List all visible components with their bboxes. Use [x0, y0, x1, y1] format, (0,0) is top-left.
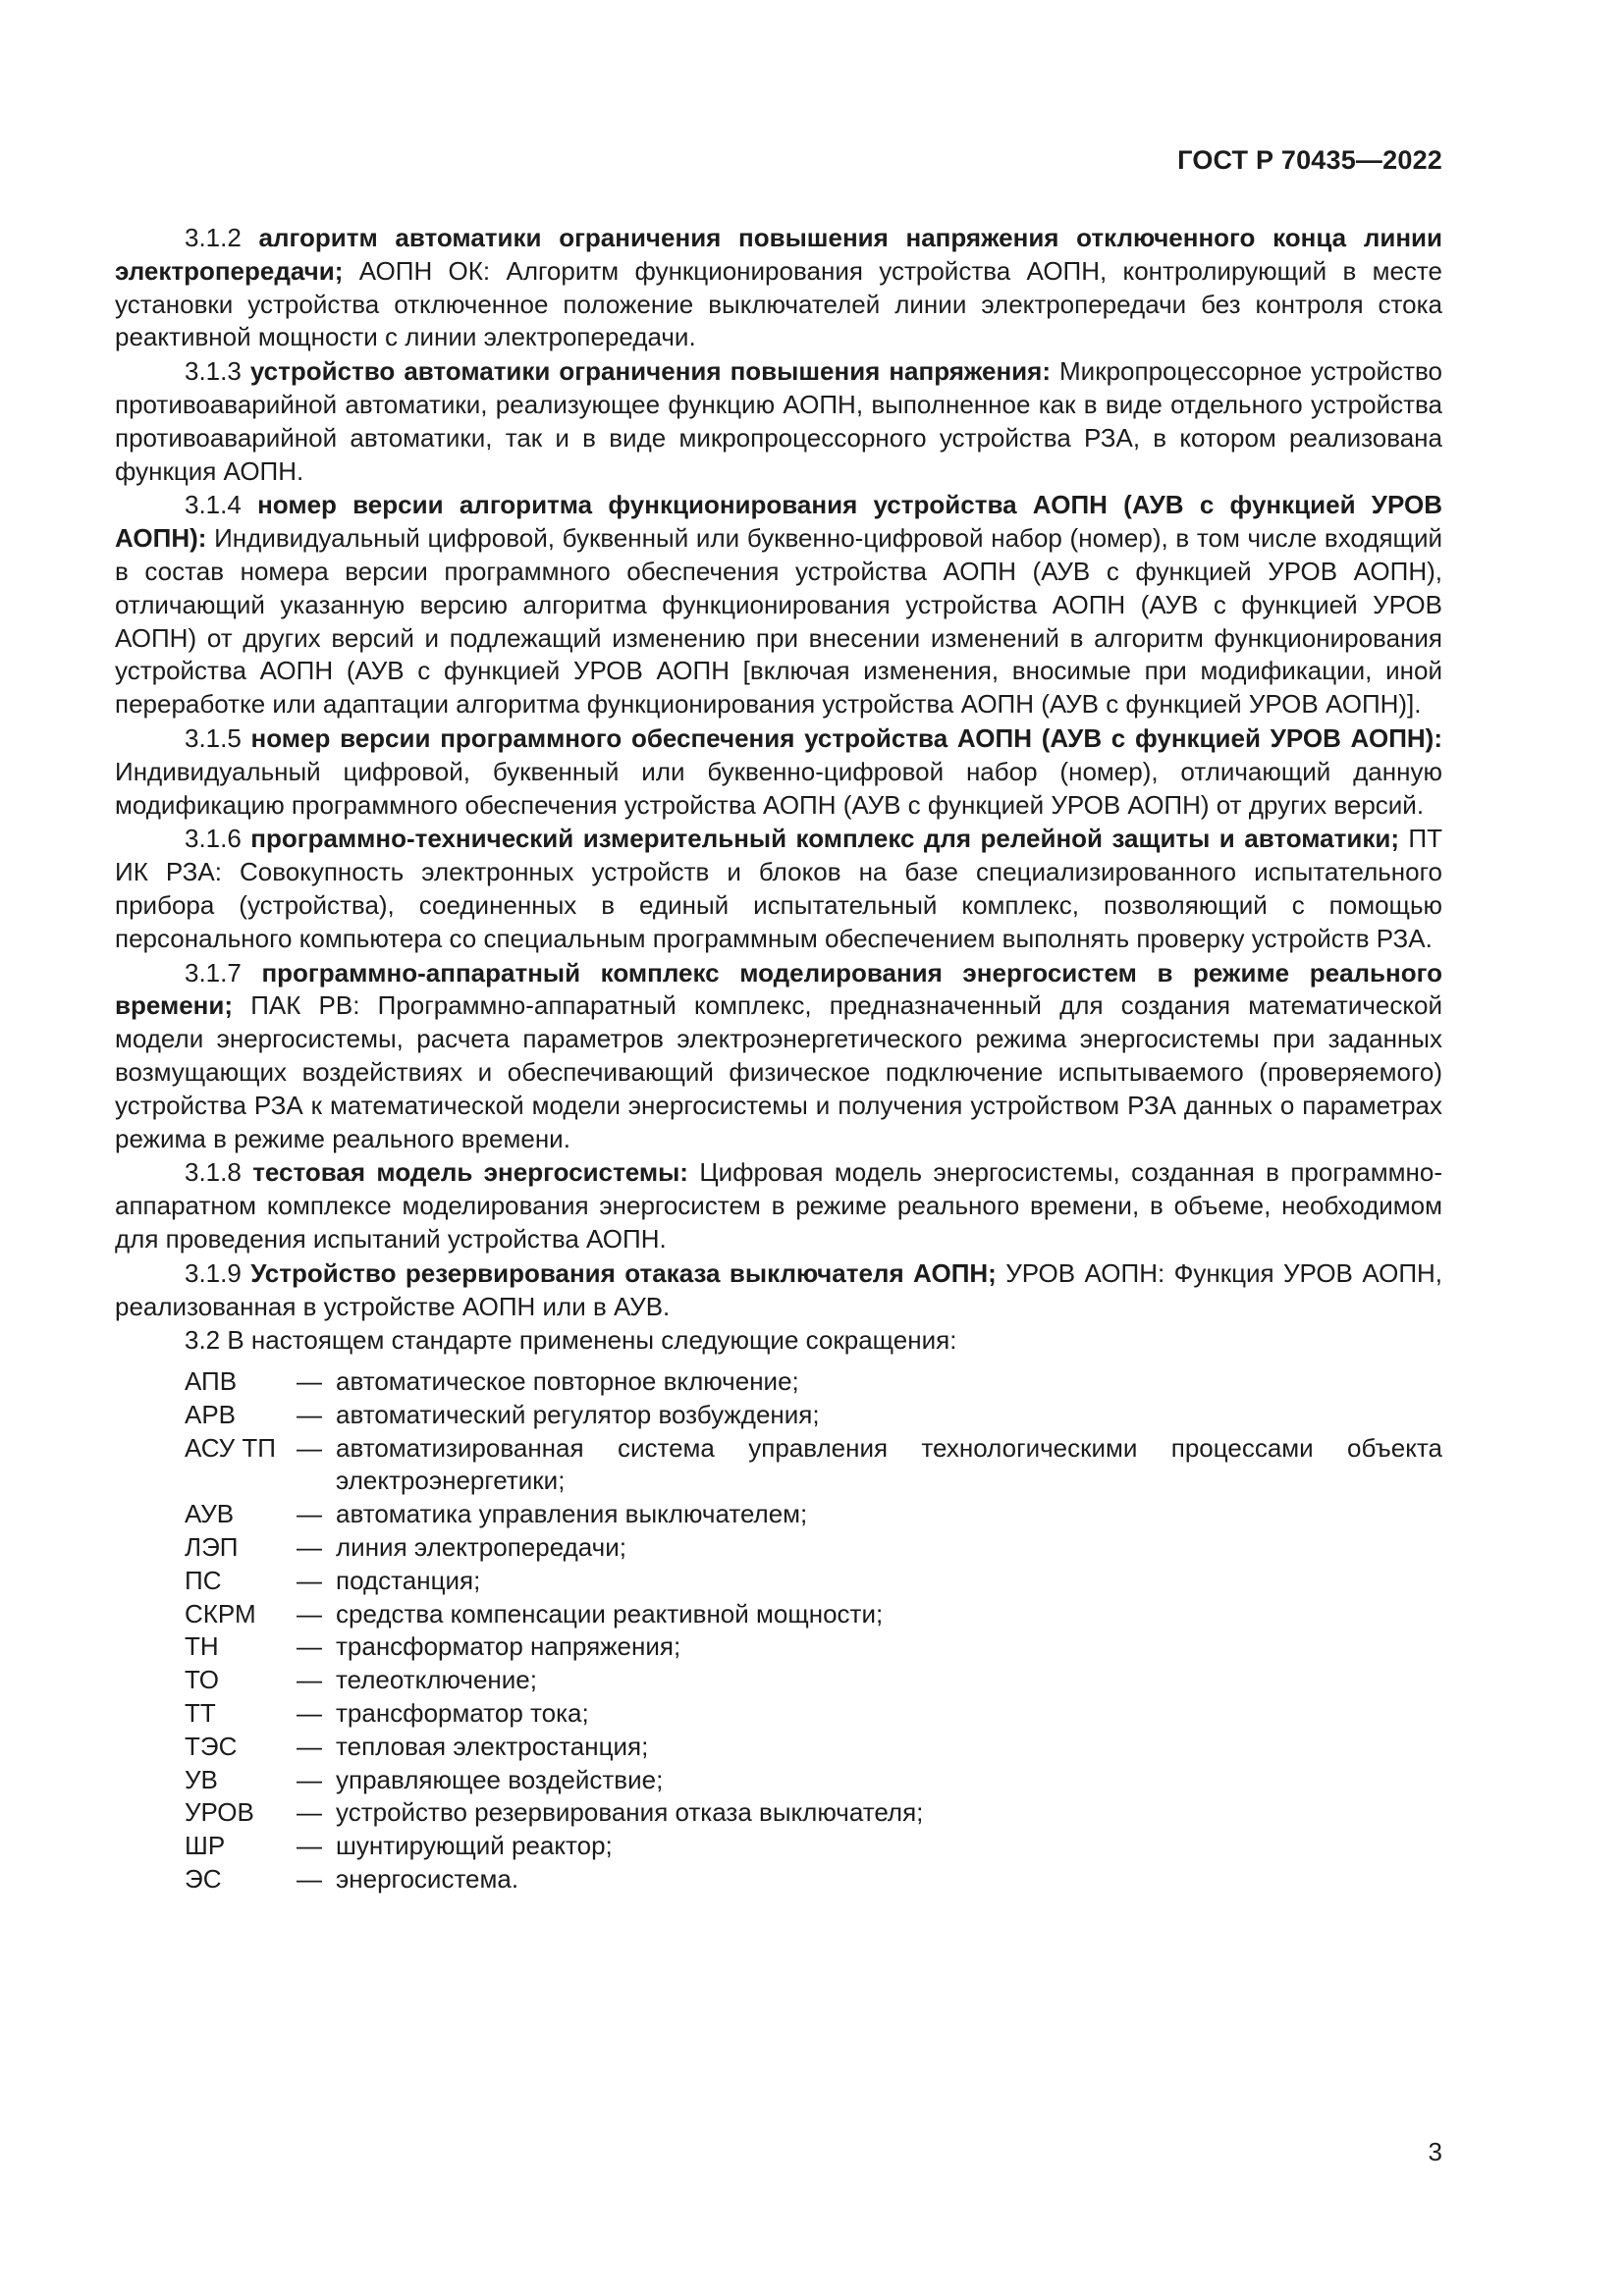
abbreviation-dash: —	[297, 1532, 322, 1563]
term-entry	[115, 722, 1442, 822]
abbreviation-definition: устройство резервирования отказа выключателя;	[336, 1797, 924, 1828]
abbreviation-dash: —	[297, 1499, 322, 1529]
term-title: программно-аппаратный комплекс моделирования энергосистем в режиме реального времени;	[115, 957, 1442, 1021]
abbreviation-code: ЭС	[185, 1864, 222, 1895]
abbreviation-dash: —	[297, 1731, 322, 1761]
abbreviation-dash: —	[297, 1432, 322, 1463]
abbreviation-dash: —	[297, 1764, 322, 1794]
abbreviation-code: ШР	[185, 1831, 226, 1861]
term-entry	[115, 355, 1442, 488]
term-body: ПАК РВ: Программно-аппаратный комплекс, предназначенный для создания математической модели энергосистемы, расчета параметров электроэнергетического режима энергосистемы при заданных возмущающих воздействиях и обеспечивающий физическое подключение испытываемого (проверяемого) устройства РЗА к математической модели энергосистемы и получения устройством РЗА данных о параметрах режима в режиме реального времени.	[115, 990, 1442, 1153]
term-body: Микропроцессорное устройство противоаварийной автоматики, реализующее функцию АОПН, выполненное как в виде отдельного устройства противоаварийной автоматики, так и в виде микропроцессорного устройства РЗА, в котором реализована функция АОПН.	[115, 356, 1442, 486]
term-entry	[115, 222, 1442, 354]
term-number: 3.1.2	[185, 223, 242, 252]
abbreviation-code: ТЭС	[185, 1731, 238, 1761]
abbreviations-intro: 3.2 В настоящем стандарте применены следующие сокращения:	[185, 1325, 957, 1356]
term-number: 3.1.8	[185, 1157, 242, 1188]
abbreviation-row	[115, 1664, 1442, 1697]
term-body: ПТ ИК РЗА: Совокупность электронных устройств и блоков на базе специализированного испытательного прибора (устройства), соединенных в единый испытательный комплекс, позволяющий с помощью персонального компьютера со специальным программным обеспечением выполнять проверку устройств РЗА.	[115, 824, 1442, 953]
abbreviation-definition: трансформатор напряжения;	[336, 1631, 681, 1662]
abbreviation-code: СКРМ	[185, 1598, 256, 1629]
abbreviation-dash: —	[297, 1565, 322, 1595]
page-number: 3	[1428, 2137, 1442, 2166]
term-title: номер версии алгоритма функционирования устройства АОПН (АУВ с функцией УРОВ АОПН):	[115, 490, 1442, 554]
abbreviation-definition: автоматика управления выключателем;	[336, 1499, 808, 1529]
term-number: 3.1.9	[185, 1257, 242, 1288]
abbreviation-dash: —	[297, 1598, 322, 1629]
term-entry	[115, 823, 1442, 955]
abbreviation-dash: —	[297, 1698, 322, 1729]
abbreviation-code: АСУ ТП	[185, 1432, 276, 1463]
abbreviation-code: УВ	[185, 1764, 218, 1794]
abbreviation-code: ТТ	[185, 1698, 216, 1729]
term-number: 3.1.5	[185, 722, 242, 753]
term-body: Индивидуальный цифровой, буквенный или буквенно-цифровой набор (номер), отличающий данную модификацию программного обеспечения устройства АОПН (АУВ с функцией УРОВ АОПН) от других версий.	[115, 756, 1442, 820]
abbreviation-dash: —	[297, 1831, 322, 1861]
term-title: алгоритм автоматики ограничения повышения напряжения отключенного конца линии электропередачи;	[115, 223, 1442, 286]
abbreviation-row	[115, 1498, 1442, 1531]
abbreviation-code: ПС	[185, 1565, 222, 1595]
abbreviation-definition: автоматическое повторное включение;	[336, 1366, 799, 1397]
term-title: устройство автоматики ограничения повышения напряжения:	[249, 356, 1051, 387]
term-body: УРОВ АОПН: Функция УРОВ АОПН, реализованная в устройстве АОПН или в АУВ.	[115, 1257, 1443, 1321]
terms-list	[115, 222, 1442, 1323]
abbreviation-row	[115, 1630, 1442, 1664]
abbreviation-row	[115, 1764, 1442, 1797]
abbreviation-row	[115, 1365, 1442, 1399]
abbreviation-dash: —	[297, 1864, 322, 1895]
abbreviations-list	[115, 1365, 1442, 1896]
abbreviation-code: ТН	[185, 1631, 219, 1662]
term-title: Устройство резервирования отаказа выключателя АОПН;	[250, 1257, 997, 1288]
abbreviation-definition: шунтирующий реактор;	[336, 1831, 613, 1861]
abbreviation-code: АРВ	[185, 1399, 237, 1429]
abbreviation-definition: линия электропередачи;	[336, 1532, 626, 1563]
abbreviation-code: УРОВ	[185, 1797, 254, 1828]
abbreviation-dash: —	[297, 1399, 322, 1429]
abbreviation-definition: управляющее воздействие;	[336, 1764, 664, 1794]
term-entry	[115, 1257, 1442, 1324]
term-number: 3.1.6	[185, 824, 242, 854]
abbreviation-row	[115, 1863, 1442, 1896]
abbreviation-row	[115, 1731, 1442, 1764]
term-title: номер версии программного обеспечения устройства АОПН (АУВ с функцией УРОВ АОПН):	[250, 722, 1442, 753]
abbreviation-definition: подстанция;	[336, 1565, 481, 1595]
abbreviation-row	[115, 1399, 1442, 1432]
term-body: Цифровая модель энергосистемы, созданная в программно-аппаратном комплексе моделирования энергосистем в режиме реального времени, в объеме, необходимом для проведения испытаний устройства АОПН.	[115, 1157, 1442, 1254]
abbreviation-definition: телеотключение;	[336, 1665, 537, 1695]
abbreviation-code: АУВ	[185, 1499, 235, 1529]
abbreviation-dash: —	[297, 1631, 322, 1662]
abbreviation-definition: энергосистема.	[336, 1864, 519, 1895]
abbreviation-dash: —	[297, 1797, 322, 1828]
abbreviation-dash: —	[297, 1366, 322, 1397]
abbreviation-code: ТО	[185, 1665, 219, 1695]
abbreviation-dash: —	[297, 1665, 322, 1695]
abbreviation-row	[115, 1598, 1442, 1631]
abbreviation-row	[115, 1565, 1442, 1598]
term-number: 3.1.4	[185, 490, 242, 520]
abbreviation-definition: тепловая электростанция;	[336, 1731, 649, 1761]
term-number: 3.1.7	[185, 957, 242, 988]
abbreviation-row	[115, 1531, 1442, 1565]
term-title: программно-технический измерительный комплекс для релейной защиты и автоматики;	[250, 824, 1399, 854]
abbreviation-definition: автоматический регулятор возбуждения;	[336, 1399, 820, 1429]
term-body: АОПН ОК: Алгоритм функционирования устройства АОПН, контролирующий в месте установки устройства отключенное положение выключателей линии электропередачи без контроля стока реактивной мощности с линии электропередачи.	[115, 255, 1442, 352]
abbreviation-row	[115, 1432, 1442, 1499]
content	[115, 222, 1442, 1896]
document-id: ГОСТ Р 70435—2022	[1177, 145, 1442, 175]
abbreviation-code: АПВ	[185, 1366, 238, 1397]
term-entry	[115, 957, 1442, 1156]
abbreviation-code: ЛЭП	[185, 1532, 239, 1563]
term-entry	[115, 1156, 1442, 1255]
term-entry	[115, 489, 1442, 721]
term-number: 3.1.3	[185, 356, 242, 387]
abbreviation-definition: средства компенсации реактивной мощности;	[336, 1598, 884, 1629]
abbreviation-row	[115, 1796, 1442, 1830]
term-title: тестовая модель энергосистемы:	[252, 1157, 688, 1188]
abbreviation-row	[115, 1697, 1442, 1731]
abbreviation-row	[115, 1830, 1442, 1863]
term-body: Индивидуальный цифровой, буквенный или буквенно-цифровой набор (номер), в том числе входящий в состав номера версии программного обеспечения устройства АОПН (АУВ с функцией УРОВ АОПН), отличающий указанную версию алгоритма функционирования устройства АОПН (АУВ с функцией УРОВ АОПН) от других версий и подлежащий изменению при внесении изменений в алгоритм функционирования устройства АОПН (АУВ с функцией УРОВ АОПН [включая изменения, вносимые при модификации, иной переработке или адаптации алгоритма функционирования устройства АОПН (АУВ с функцией УРОВ АОПН)].	[115, 523, 1442, 720]
abbreviation-definition: автоматизированная система управления технологическими процессами объекта электроэнергетики;	[336, 1432, 1442, 1496]
abbreviation-definition: трансформатор тока;	[336, 1698, 589, 1729]
